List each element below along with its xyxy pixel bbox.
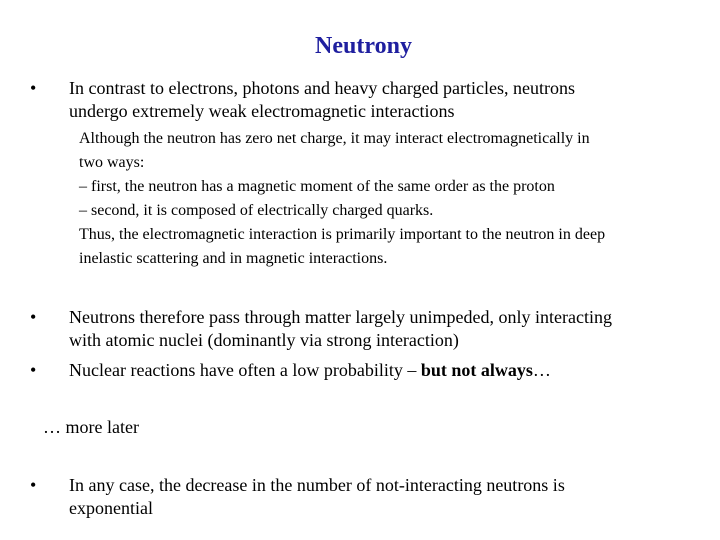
bullet-text [69,77,699,123]
bullet-text [69,306,699,352]
bullet-text [69,474,699,520]
sub-dash-item: – second, it is composed of electrically charged quarks. [79,202,434,219]
bullet-marker: • [30,475,37,495]
bullet-text-emphasis: but not always [420,360,533,380]
sub-line: Although the neutron has zero net charge, it may interact electromagnetically in [79,130,590,147]
bullet-marker: • [30,360,37,380]
bullet-text-suffix: … [532,360,551,380]
bullet-text-prefix: Nuclear reactions have often a low probability – [69,360,421,380]
sub-line: two ways: [79,154,145,171]
bullet-marker: • [30,78,37,98]
sub-dash-item: – first, the neutron has a magnetic moment of the same order as the proton [79,178,555,195]
bullet-text [69,359,699,382]
slide-title: Neutrony [315,33,412,59]
bullet-line: with atomic nuclei (dominantly via strong interaction) [69,330,459,350]
bullet-line: In any case, the decrease in the number of not-interacting neutrons is [69,475,565,495]
sub-line: Thus, the electromagnetic interaction is primarily important to the neutron in deep [79,226,606,243]
bullet-line: Neutrons therefore pass through matter largely unimpeded, only interacting [69,307,613,327]
bullet-line: In contrast to electrons, photons and heavy charged particles, neutrons [69,78,576,98]
sub-line: inelastic scattering and in magnetic interactions. [79,250,388,267]
more-later-text: … more later [43,417,139,437]
bullet-marker: • [30,307,37,327]
bullet-line: exponential [69,498,153,518]
sub-paragraph [79,127,689,271]
bullet-line: undergo extremely weak electromagnetic interactions [69,101,455,121]
